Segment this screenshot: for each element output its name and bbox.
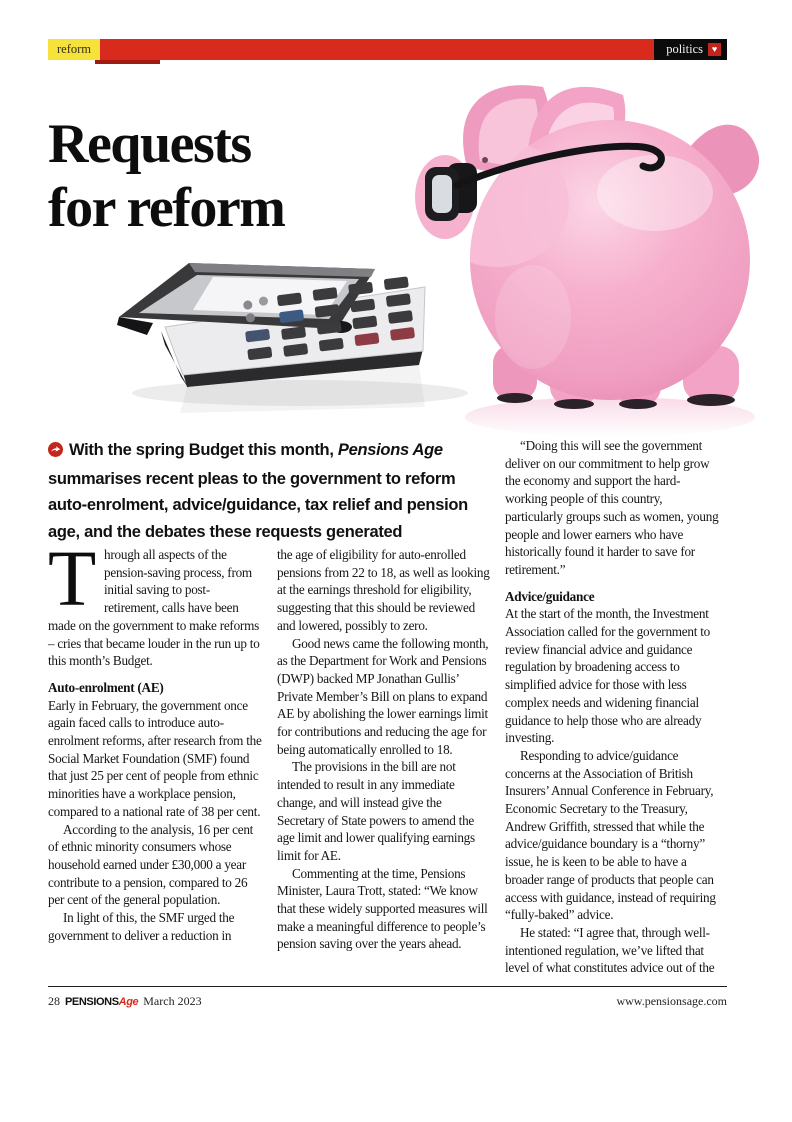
piggy-bank	[415, 85, 759, 409]
paragraph	[48, 536, 263, 670]
logo-accent-part: Age	[118, 996, 139, 1008]
section-label: reform	[57, 42, 92, 56]
arrow-icon	[48, 439, 63, 466]
category-label: politics	[666, 42, 703, 56]
paragraph-text: hrough all aspects of the pension-saving process, from initial saving to post-retirement, calls have been made on the government to make reforms – cries that became louder in the run up to this month’s Budget.	[48, 547, 260, 669]
article-column-1	[48, 536, 263, 944]
page-number: 28	[48, 994, 60, 1008]
heart-icon: ♥	[708, 43, 721, 56]
hero-image-piggybank-calculator	[95, 65, 770, 437]
category-tab-politics	[654, 39, 727, 60]
paragraph: According to the analysis, 16 per cent of ethnic minority consumers whose household earned under £30,000 a year contribute to a pension, compared to 26 per cent of the general population.	[48, 821, 254, 908]
piggy-bank-calculator-illustration	[95, 65, 770, 437]
issue-date: March 2023	[143, 994, 202, 1008]
headline-line-1: Requests	[48, 113, 251, 175]
red-accent-strip	[95, 60, 160, 64]
paragraph: Commenting at the time, Pensions Minister, Laura Trott, stated: “We know that these widely supported measures will make a meaningful difference to people’s pension saving over the years ahead.	[277, 865, 488, 952]
logo-bold-part: PENSIONS	[65, 996, 119, 1008]
paragraph: In light of this, the SMF urged the government to deliver a reduction in	[48, 910, 235, 943]
article-column-2	[277, 546, 492, 953]
drop-cap: T	[48, 536, 97, 623]
brand-name-italic: Pensions Age	[337, 441, 443, 459]
paragraph: The provisions in the bill are not intended to result in any immediate change, and will instead give the Secretary of State powers to amend the age limit and lower qualifying earnings limit for AE.	[277, 759, 475, 863]
paragraph: Early in February, the government once again faced calls to introduce auto-enrolment reforms, after research from the Social Market Foundation (SMF) found that just 25 per cent of people from ethnic minorities have a workplace pension, compared to a national rate of 38 per cent.	[48, 697, 262, 819]
subheading-advice-guidance: Advice/guidance	[505, 588, 595, 604]
pensions-age-logo	[65, 996, 138, 1008]
paragraph: At the start of the month, the Investment Association called for the government to review financial advice and guidance regulation by broadening access to simplified advice for those with less complex needs and widening financial guidance to help those who are already investing.	[505, 606, 710, 746]
standfirst	[48, 437, 494, 545]
standfirst-lead-1: With the spring Budget this month,	[69, 441, 338, 459]
subheading-auto-enrolment: Auto-enrolment (AE)	[48, 679, 164, 695]
top-bar	[48, 39, 727, 60]
paragraph: He stated: “I agree that, through well-intentioned regulation, we’ve lifted that level of what constitutes advice out of the	[505, 924, 715, 976]
website-link[interactable]: www.pensionsage.com	[616, 994, 727, 1008]
standfirst-lead-2: summarises recent pleas to the government to reform auto-enrolment, advice/guidance, tax relief and pension age, and the debates these requests generated	[48, 469, 468, 541]
paragraph: the age of eligibility for auto-enrolled pensions from 22 to 18, as well as looking at the earnings threshold for eligibility, suggesting that this should be reviewed and lowered, possibly to zero.	[277, 547, 490, 633]
paragraph: Good news came the following month, as the Department for Work and Pensions (DWP) backed MP Jonathan Gullis’ Private Member’s Bill on plans to expand AE by abolishing the lower earnings limit for contributions and reducing the age for being automatically enrolled to 18.	[277, 635, 489, 757]
paragraph: “Doing this will see the government deliver on our commitment to help grow the economy and support the hard-working people of this country, particularly groups such as women, young people and lower earners who have historically found it harder to save for retirement.”	[505, 438, 719, 577]
article-column-3	[505, 437, 721, 977]
headline-line-2: for reform	[48, 177, 285, 239]
paragraph: Responding to advice/guidance concerns at the Association of British Insurers’ Annual Conference in February, Economic Secretary to the Treasury, Andrew Griffith, stressed that while the advice/guidance boundary is a “thorny” issue, he is keen to be able to have a broader range of products that people can access with guidance, instead of requiring “fully-baked” advice.	[505, 747, 716, 923]
section-tab-reform	[48, 39, 100, 60]
footer-left	[48, 994, 202, 1009]
page-footer	[48, 986, 727, 1009]
